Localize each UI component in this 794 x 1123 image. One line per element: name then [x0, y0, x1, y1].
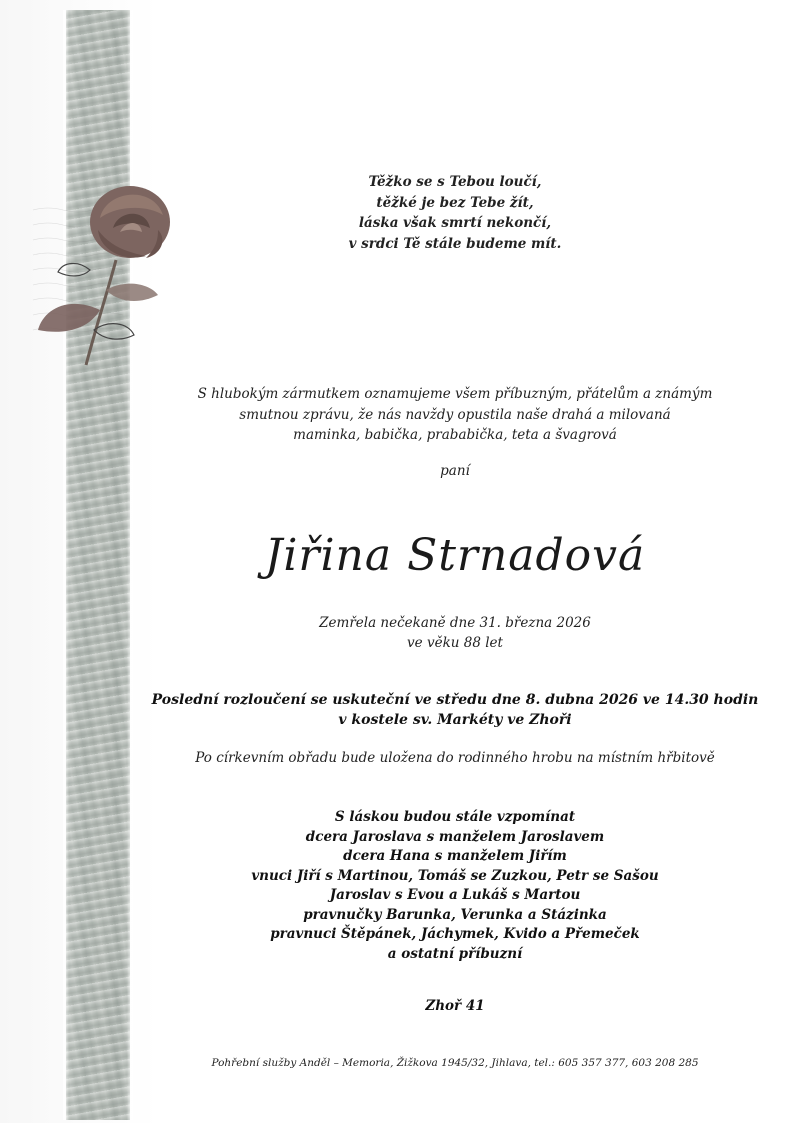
- announcement-intro: [150, 384, 760, 446]
- burial-info: Po církevním obřadu bude uložena do rodinného hrobu na místním hřbitově: [195, 750, 715, 766]
- family-line: vnuci Jiří s Martinou, Tomáš se Zuzkou, Petr se Sašou: [251, 867, 659, 884]
- poem-line: v srdci Tě stále budeme mít.: [348, 235, 562, 252]
- poem-verse: [150, 172, 760, 254]
- family-line: dcera Jaroslava s manželem Jaroslavem: [305, 828, 605, 845]
- intro-line: smutnou zprávu, že nás navždy opustila naše drahá a milovaná: [239, 406, 671, 423]
- family-line: pravnuci Štěpánek, Jáchymek, Kvido a Přemeček: [270, 926, 640, 942]
- salutation: paní: [440, 463, 470, 479]
- funeral-service-footer: Pohřební služby Anděl – Memoria, Žižkova 1945/32, Jihlava, tel.: 605 357 377, 603 208 285: [211, 1057, 699, 1069]
- family-line: S láskou budou stále vzpomínat: [334, 809, 576, 825]
- poem-line: Těžko se s Tebou loučí,: [368, 174, 542, 190]
- family-address: Zhoř 41: [425, 998, 485, 1014]
- deceased-name: Jiřina Strnadová: [264, 530, 646, 581]
- death-info: [150, 614, 760, 653]
- funeral-date: Poslední rozloučení se uskuteční ve středu dne 8. dubna 2026 ve 14.30 hodin: [151, 692, 759, 708]
- funeral-place: v kostele sv. Markéty ve Zhoři: [338, 712, 572, 728]
- family-line: dcera Hana s manželem Jiřím: [343, 848, 567, 864]
- intro-line: maminka, babička, prababička, teta a švagrová: [293, 427, 617, 443]
- intro-line: S hlubokým zármutkem oznamujeme všem příbuzným, přátelům a známým: [197, 386, 713, 402]
- death-age: ve věku 88 let: [407, 634, 503, 651]
- family-line: Jaroslav s Evou a Lukáš s Martou: [329, 887, 581, 903]
- family-line: pravnučky Barunka, Verunka a Stázinka: [303, 906, 607, 923]
- family-list: [150, 808, 760, 964]
- family-line: a ostatní příbuzní: [387, 945, 523, 962]
- poem-line: těžké je bez Tebe žít,: [376, 194, 534, 211]
- funeral-info: [150, 690, 760, 730]
- poem-line: láska však smrtí nekončí,: [358, 215, 552, 231]
- death-date: Zemřela nečekaně dne 31. března 2026: [319, 615, 591, 631]
